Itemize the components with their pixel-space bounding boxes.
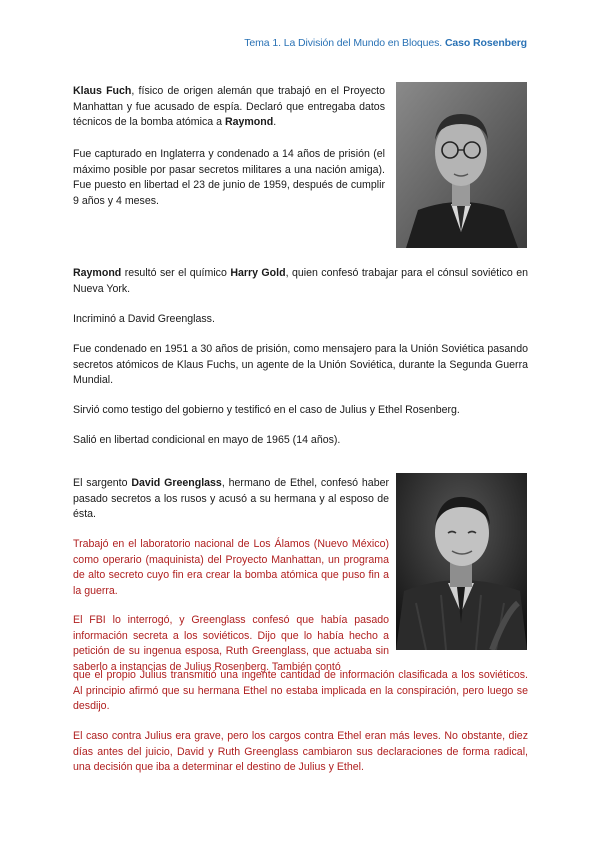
raymond-ref: Raymond: [224, 116, 274, 128]
david-greenglass-photo: [396, 473, 527, 650]
greenglass-intro: [73, 476, 389, 523]
page-header: [244, 37, 527, 49]
klaus-fuchs-photo: [396, 82, 527, 248]
greenglass-intro-start: El sargento: [73, 477, 132, 489]
raymond-intro: [73, 266, 528, 297]
greenglass-work: Trabajó en el laboratorio nacional de Los Álamos (Nuevo México) como operario (maquinista) del Proyecto Manhattan, un programa de alto secreto cuyo fin era crear la bomba atómica que puso fin a la guerra.: [73, 538, 389, 597]
harry-gold-ref: Harry Gold: [230, 267, 286, 279]
fuchs-intro-text: , físico de origen alemán que trabajó en el Proyecto Manhattan y fue acusado de espía. Declaró que entregaba datos técnicos de la bomba atómica a: [73, 85, 385, 128]
raymond-parole: Salió en libertad condicional en mayo de 1965 (14 años).: [73, 434, 341, 446]
greenglass-intro-text: , hermano de Ethel, confesó haber pasado secretos a los rusos y acusó a su hermana y al esposo de ésta.: [73, 477, 389, 520]
greenglass-fbi-part2: que el propio Julius transmitió una ingente cantidad de información clasificada a los soviéticos. Al principio afirmó que su hermana Ethel no estaba implicada en la conspiración, pero luego se desdijo.: [73, 669, 528, 712]
raymond-witness: Sirvió como testigo del gobierno y testificó en el caso de Julius y Ethel Rosenberg.: [73, 404, 460, 416]
greenglass-name: David Greenglass: [131, 477, 222, 489]
fuchs-intro: [73, 84, 385, 131]
raymond-name: Raymond: [73, 267, 122, 279]
raymond-intro-text: resultó ser el químico: [121, 267, 231, 279]
fuchs-capture: Fue capturado en Inglaterra y condenado a 14 años de prisión (el máximo posible por pasar secretos militares a una nación amiga). Fue puesto en libertad el 23 de junio de 1959, después de cumplir 9 años y 4 meses.: [73, 148, 385, 207]
raymond-intro-end: , quien confesó trabajar para el cónsul soviético en Nueva York.: [73, 267, 528, 295]
header-subject: Tema 1. La División del Mundo en Bloques.: [244, 37, 443, 49]
fuchs-intro-end: .: [273, 116, 277, 128]
greenglass-trial: El caso contra Julius era grave, pero los cargos contra Ethel eran más leves. No obstante, diez días antes del juicio, David y Ruth Greenglass cambiaron sus declaraciones de forma radical, una decisión que iba a determinar el destino de Julius y Ethel.: [73, 730, 528, 773]
header-title: Caso Rosenberg: [444, 37, 527, 49]
greenglass-fbi-part1: El FBI lo interrogó, y Greenglass confesó que había pasado información secreta a los soviéticos. Dijo que lo había hecho a petición de su ingenua esposa, Ruth Greenglass, que actuaba sin saberlo a instancias de Julius Rosenberg. También contó: [73, 614, 389, 673]
raymond-incrimination: Incriminó a David Greenglass.: [73, 313, 215, 325]
fuchs-name: Klaus Fuch: [73, 85, 132, 97]
raymond-sentence: Fue condenado en 1951 a 30 años de prisión, como mensajero para la Unión Soviética pasando secretos atómicos de Klaus Fuchs, un agente de la Unión Soviética, durante la Segunda Guerra Mundial.: [73, 343, 528, 386]
